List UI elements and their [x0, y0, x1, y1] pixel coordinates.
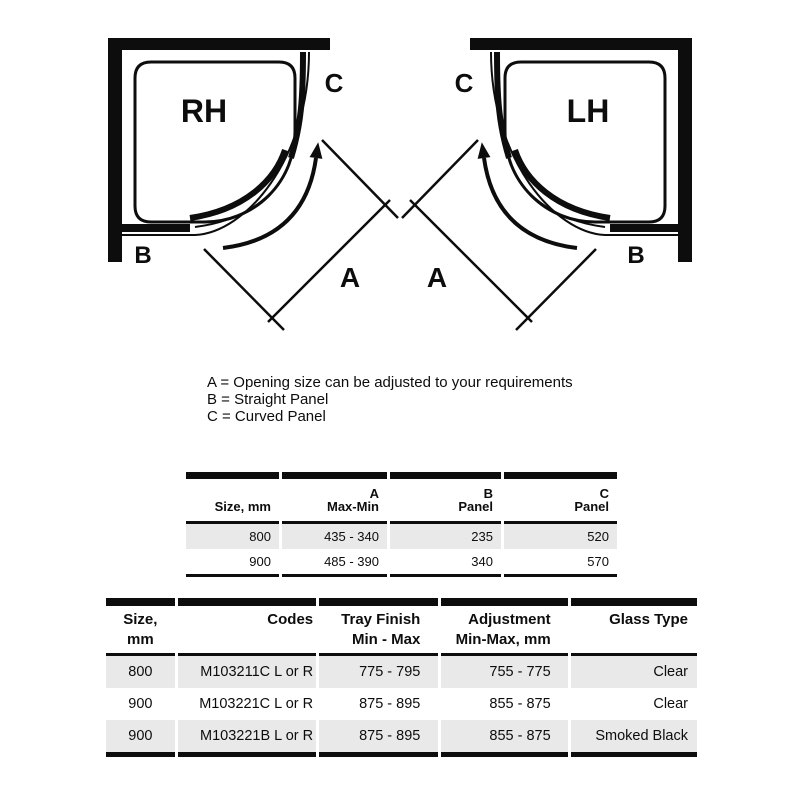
codes-table-row-1	[106, 656, 697, 688]
size-table	[183, 472, 620, 577]
cell-adjustment: 755 - 775	[441, 656, 567, 688]
cell-glass-type: Clear	[653, 696, 688, 712]
cell-a-maxmin: 485 - 390	[282, 549, 387, 577]
codes-table	[103, 598, 700, 757]
column-header-size: Size, mm	[186, 472, 279, 524]
lh-curved-panel-label: C	[454, 68, 474, 98]
cell-a-maxmin: 435 - 340	[282, 524, 387, 549]
cell-b-panel: 235	[390, 524, 501, 549]
cell-glass-type: Clear	[571, 656, 697, 688]
column-header-size-mm: Size, mm	[106, 598, 175, 656]
cell-size: 900	[106, 720, 175, 757]
column-header-c-panel: C Panel	[504, 472, 617, 524]
column-header-codes: Codes	[178, 598, 316, 656]
cell-adjustment: 855 - 875	[489, 696, 551, 712]
cell-code: M103211C L or R	[178, 656, 316, 688]
legend	[207, 374, 573, 425]
codes-table-row-3	[106, 720, 697, 757]
enclosure-diagram	[0, 0, 800, 360]
lh-straight-panel-label: B	[627, 242, 645, 269]
column-header-b-panel: B Panel	[390, 472, 501, 524]
cell-b-panel: 340	[390, 549, 501, 577]
rh-straight-panel-label: B	[134, 242, 152, 269]
cell-size: 900	[128, 696, 153, 712]
rh-label: RH	[180, 93, 228, 129]
column-header-tray-finish: Tray Finish Min - Max	[319, 598, 438, 656]
cell-code: M103221C L or R	[199, 696, 314, 712]
legend-line-a: A = Opening size can be adjusted to your requirements	[207, 374, 573, 391]
cell-size: 800	[106, 656, 175, 688]
rh-opening-label: A	[339, 262, 361, 293]
codes-table-header-row	[106, 598, 697, 656]
column-header-adjustment: Adjustment Min-Max, mm	[441, 598, 567, 656]
cell-tray-finish: 775 - 795	[319, 656, 438, 688]
cell-size: 900	[186, 549, 279, 577]
cell-tray-finish: 875 - 895	[319, 720, 438, 757]
rh-curved-panel-label: C	[324, 68, 344, 98]
lh-label: LH	[566, 93, 610, 129]
codes-table-row-2	[106, 688, 697, 720]
cell-tray-finish: 875 - 895	[359, 696, 421, 712]
size-table-row-900	[186, 549, 617, 577]
lh-opening-label: A	[426, 262, 448, 293]
column-header-glass-type: Glass Type	[571, 598, 697, 656]
legend-line-c: C = Curved Panel	[207, 408, 326, 425]
cell-c-panel: 520	[504, 524, 617, 549]
cell-adjustment: 855 - 875	[441, 720, 567, 757]
column-header-a-maxmin: A Max-Min	[282, 472, 387, 524]
cell-glass-type: Smoked Black	[571, 720, 697, 757]
cell-size: 800	[186, 524, 279, 549]
cell-code: M103221B L or R	[178, 720, 316, 757]
size-table-header-row	[186, 472, 617, 524]
cell-c-panel: 570	[504, 549, 617, 577]
size-table-row-800	[186, 524, 617, 549]
legend-line-b: B = Straight Panel	[207, 391, 329, 408]
